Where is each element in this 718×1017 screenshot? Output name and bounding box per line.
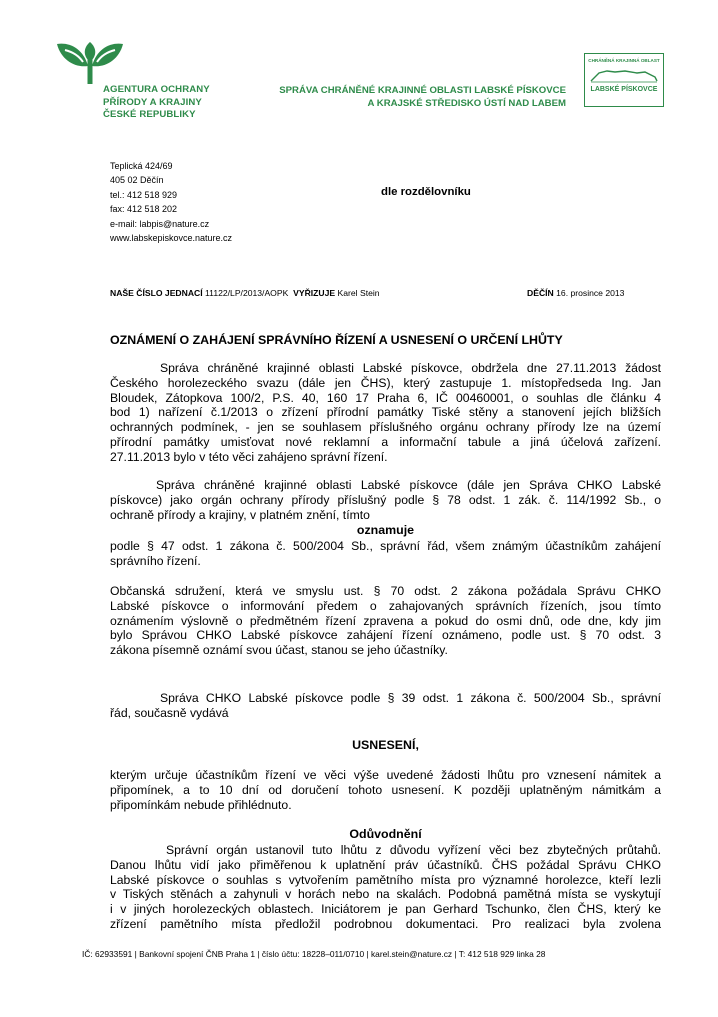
- rock-formation-icon: [585, 63, 663, 85]
- paragraph-reasoning: [110, 843, 661, 932]
- text-line: Občanská sdružení, která ve smyslu ust. § 70 odst. 2 zákona požádala Správu CHKO: [110, 584, 661, 598]
- text-line: v Tiských stěnách a zahynuli v horách nebo na skalách. Podobná pamětná místa se vyskytují: [110, 887, 661, 902]
- paragraph-issue: [110, 691, 661, 721]
- text-line: Správa CHKO Labské pískovce podle § 39 odst. 1 zákona č. 500/2004 Sb., správní: [160, 691, 661, 705]
- text-line: ochraně přírody a krajiny, v platném znění, tímto: [110, 507, 370, 522]
- text-line: přírodní památky umisťovat nové reklamní a informační tabule a jiná účelová zařízení.: [110, 434, 661, 449]
- handler-value: Karel Stein: [337, 288, 380, 298]
- text-line: ochranných podmínek, - jen se souhlasem příslušného orgánu ochrany přírody lze na území: [110, 420, 661, 435]
- text-line: řád, současně vydává: [110, 705, 229, 720]
- date-line: [527, 288, 624, 298]
- text-line: oznámením výslovně o předmětném řízení zpravena a pokud do osmi dnů, ode dne, kdy jim: [110, 613, 661, 628]
- text-line: Správa chráněné krajinné oblasti Labské pískovce (dále jen Správa CHKO Labské: [156, 478, 661, 492]
- text-line: správního řízení.: [110, 553, 201, 568]
- text-line: zřízení pamětního místa předložil podrobnou dokumentaci. Pro realizaci byla zvolena: [110, 916, 661, 931]
- recipient: dle rozdělovníku: [381, 186, 471, 198]
- agency-line: ČESKÉ REPUBLIKY: [103, 109, 196, 120]
- date-value: 16. prosince 2013: [556, 288, 625, 298]
- text-line: kterým určuje účastníkům řízení ve věci výše uvedené žádosti lhůtu pro vznesení námitek a: [110, 768, 661, 782]
- contact-block: [110, 159, 232, 245]
- text-line: Správní orgán ustanovil tuto lhůtu z důvodu vyřízení věci bez zbytečných průtahů.: [166, 843, 661, 857]
- contact-address: Teplická 424/69: [110, 161, 173, 171]
- handler-label: VYŘIZUJE: [293, 288, 336, 298]
- text-line: připomínek, a to 10 dní od doručení tohoto usnesení. K později uplatněným námitkám a: [110, 782, 661, 797]
- oznamuje-heading: oznamuje: [356, 523, 415, 537]
- text-line: bod 1) nařízení č.1/2013 o zřízení přírodní památky Tiské stěny a stanovení jejích bližších: [110, 405, 661, 420]
- text-line: i v jiných horolezeckých oblastech. Iniciátorem je pan Gerhard Tschunko, člen ČHS, který ke: [110, 902, 661, 917]
- paragraph-associations: [110, 584, 661, 658]
- agency-name: [103, 84, 210, 122]
- text-line: připomínkám nebude přihlédnuto.: [110, 797, 292, 812]
- paragraph-request: [110, 361, 661, 465]
- agency-line: AGENTURA OCHRANY: [103, 84, 210, 95]
- leaf-logo-icon: [55, 38, 125, 84]
- header-title: [250, 84, 566, 110]
- text-line: Správa chráněné krajinné oblasti Labské pískovce, obdržela dne 27.11.2013 žádost: [160, 361, 661, 375]
- agency-line: PŘÍRODY A KRAJINY: [103, 96, 202, 108]
- ref-value: 11122/LP/2013/AOPK: [205, 288, 289, 298]
- header-title-line: A KRAJSKÉ STŘEDISKO ÚSTÍ NAD LABEM: [367, 98, 566, 109]
- paragraph-deadline: [110, 768, 661, 812]
- badge-bottom-text: LABSKÉ PÍSKOVCE: [590, 86, 658, 93]
- text-line: Labské pískovce o informování předem o zahajovaných správních řízeních, jsou tímto: [110, 598, 661, 613]
- text-line: pískovce) jako orgán ochrany přírody příslušný podle § 78 odst. 1 zák. č. 114/1992 Sb., o: [110, 492, 661, 507]
- text-line: podle § 47 odst. 1 zákona č. 500/2004 Sb., správní řád, všem známým účastníkům zahájení: [110, 539, 661, 553]
- ref-label: NAŠE ČÍSLO JEDNACÍ: [110, 288, 203, 298]
- reasoning-heading: Odůvodnění: [349, 827, 422, 841]
- text-line: Bloudek, Zátopkova 100/2, P.S. 40, 160 17 Praha 6, IČ 00460001, o souhlas dle článku 4: [110, 390, 661, 405]
- agency-logo: [55, 38, 125, 84]
- header-title-line: SPRÁVA CHRÁNĚNÉ KRAJINNÉ OBLASTI LABSKÉ PÍSKOVCE: [279, 85, 566, 96]
- contact-email[interactable]: e-mail: labpis@nature.cz: [110, 218, 210, 229]
- text-line: Českého horolezeckého svazu (dále jen ČHS), který zastupuje 1. místopředseda Ing. Jan: [110, 375, 661, 390]
- contact-fax: fax: 412 518 202: [110, 204, 178, 215]
- contact-city: 405 02 Děčín: [110, 175, 164, 186]
- text-line: bylo Správou CHKO Labské pískovce zahájení řízení oznámeno, podle ust. § 70 odst. 3: [110, 628, 661, 643]
- paragraph-authority: [110, 478, 661, 522]
- usneseni-heading: USNESENÍ,: [352, 738, 419, 752]
- badge-top-text: CHRÁNĚNÁ KRAJINNÁ OBLAST: [588, 58, 660, 63]
- place-label: DĚČÍN: [527, 288, 554, 298]
- paragraph-announce: [110, 539, 661, 569]
- document-title: OZNÁMENÍ O ZAHÁJENÍ SPRÁVNÍHO ŘÍZENÍ A USNESENÍ O URČENÍ LHŮTY: [110, 333, 563, 347]
- text-line: zákona písemně oznámí svou účast, stanou se jeho účastníky.: [110, 643, 448, 658]
- text-line: Labské pískovce o souhlas s vytvořením pamětního místa pro významné horolezce, kteří lezli: [110, 872, 661, 887]
- chko-badge: [584, 53, 664, 107]
- footer: IČ: 62933591 | Bankovní spojení ČNB Praha 1 | číslo účtu: 18228–011/0710 | karel.stein@nature.cz | T: 412 518 929 linka 28: [82, 949, 546, 959]
- text-line: Danou lhůtu vidí jako přiměřenou k uplatnění práv účastníků. ČHS požádal Správu CHKO: [110, 857, 661, 872]
- contact-web[interactable]: www.labskepiskovce.nature.cz: [110, 233, 233, 244]
- text-line: 27.11.2013 bylo v této věci zahájeno správní řízení.: [110, 449, 388, 464]
- contact-phone: tel.: 412 518 929: [110, 189, 178, 200]
